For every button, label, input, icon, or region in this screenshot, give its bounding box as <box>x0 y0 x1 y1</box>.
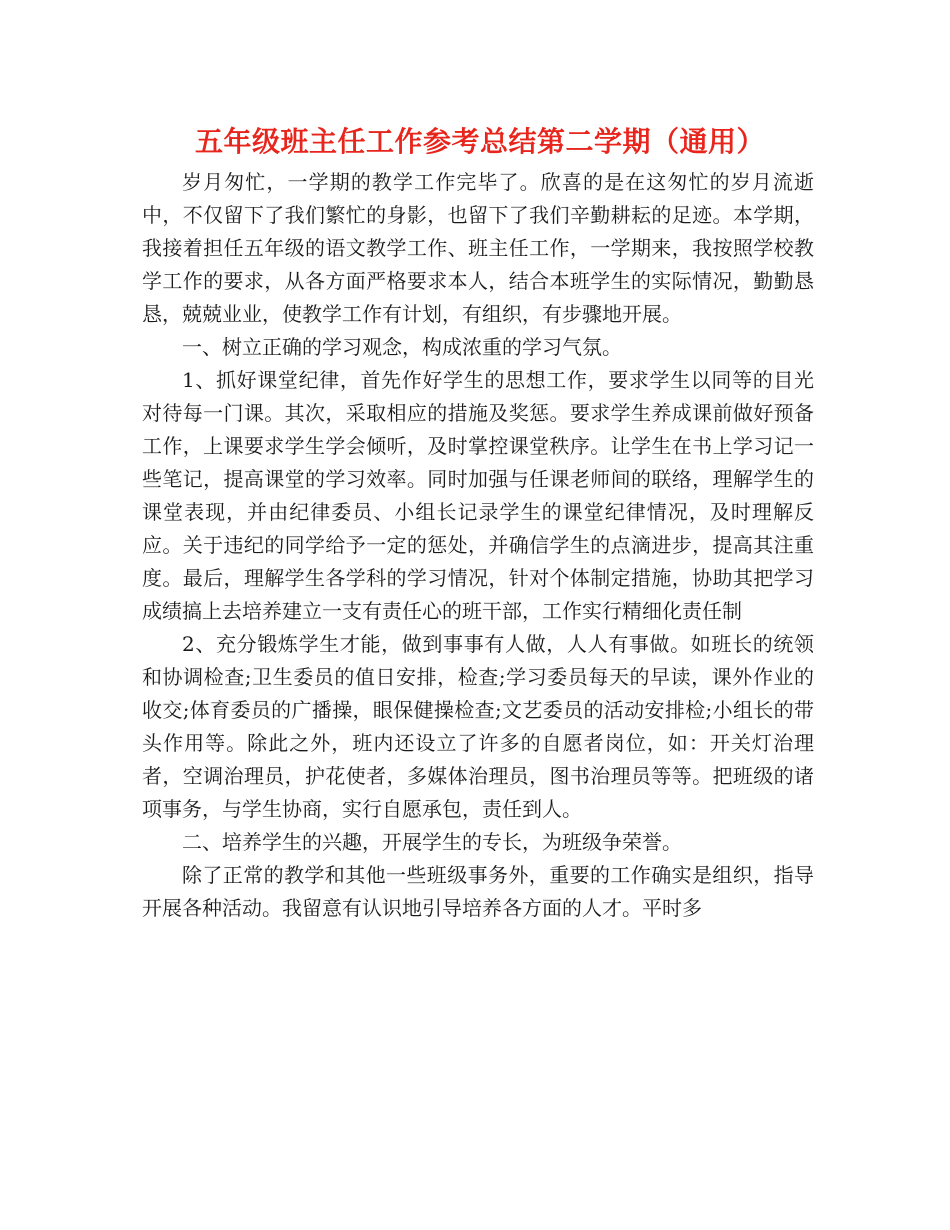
section-heading-2: 二、培养学生的兴趣，开展学生的专长，为班级争荣誉。 <box>182 830 682 854</box>
paragraph-item-1: 1、抓好课堂纪律，首先作好学生的思想工作，要求学生以同等的目光对待每一门课。其次，采取相应的措施及奖惩。要求学生养成课前做好预备工作，上课要求学生学会倾听，及时掌控课堂秩序。让学生在书上学习记一些笔记，提高课堂的学习效率。同时加强与任课老师间的联络，理解学生的课堂表现，并由纪律委员、小组长记录学生的课堂纪律情况，及时理解反应。关于违纪的同学给予一定的惩处，并确信学生的点滴进步，提高其注重度。最后，理解学生各学科的学习情况，针对个体制定措施，协助其把学习成绩搞上去培养建立一支有责任心的班干部，工作实行精细化责任制 <box>142 368 814 623</box>
intro-paragraph: 岁月匆忙，一学期的教学工作完毕了。欣喜的是在这匆忙的岁月流逝中，不仅留下了我们繁忙的身影，也留下了我们辛勤耕耘的足迹。本学期，我接着担任五年级的语文教学工作、班主任工作，一学期来，我按照学校教学工作的要求，从各方面严格要求本人，结合本班学生的实际情况，勤勤恳恳，兢兢业业，使教学工作有计划，有组织，有步骤地开展。 <box>142 170 814 326</box>
section-heading-1: 一、树立正确的学习观念，构成浓重的学习气氛。 <box>182 335 622 359</box>
document-body <box>142 166 814 925</box>
paragraph-activities: 除了正常的教学和其他一些班级事务外，重要的工作确实是组织，指导开展各种活动。我留意有认识地引导培养各方面的人才。平时多 <box>142 863 814 920</box>
document-title: 五年级班主任工作参考总结第二学期（通用） <box>194 125 765 158</box>
paragraph-item-2: 2、充分锻炼学生才能，做到事事有人做，人人有事做。如班长的统领和协调检查;卫生委员的值日安排，检查;学习委员每天的早读，课外作业的收交;体育委员的广播操，眼保健操检查;文艺委员的活动安排检;小组长的带头作用等。除此之外，班内还设立了许多的自愿者岗位，如：开关灯治理者，空调治理员，护花使者，多媒体治理员，图书治理员等等。把班级的诸项事务，与学生协商，实行自愿承包，责任到人。 <box>142 632 814 821</box>
